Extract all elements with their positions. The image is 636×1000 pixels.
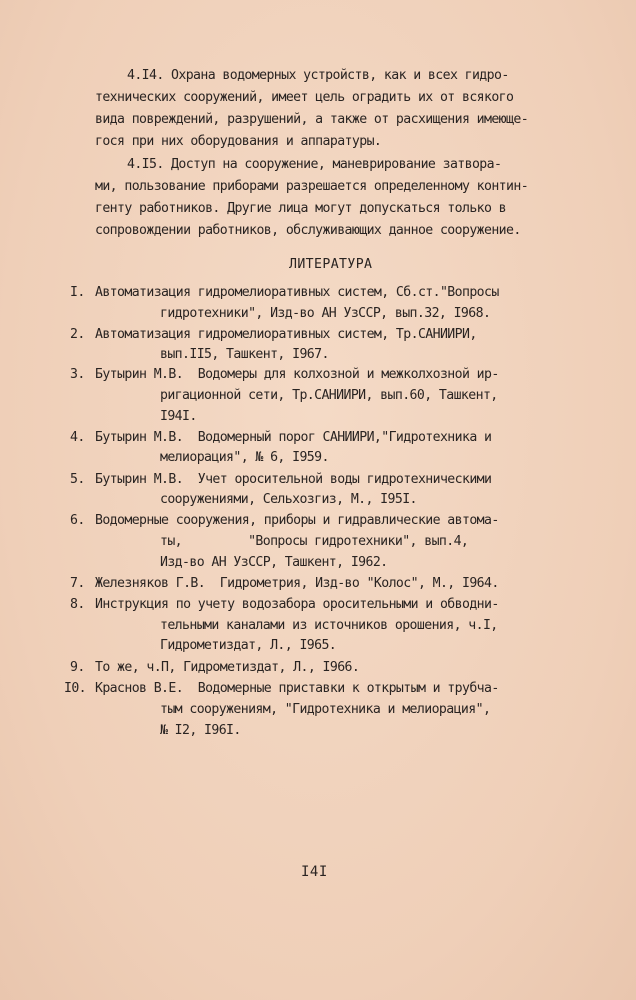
- text-line: сопровождении работников, обслуживающих данное сооружение.: [95, 223, 521, 238]
- reference-text: тельными каналами из источников орошения, ч.I,: [160, 618, 498, 633]
- reference-number: I.: [70, 285, 85, 300]
- reference-number: 4.: [70, 430, 85, 445]
- reference-number: I0.: [64, 681, 87, 696]
- reference-number: 3.: [70, 367, 85, 382]
- reference-number: 6.: [70, 513, 85, 528]
- reference-text: Гидрометиздат, Л., I965.: [160, 638, 337, 653]
- reference-text: № I2, I96I.: [160, 723, 241, 738]
- reference-number: 9.: [70, 660, 85, 675]
- reference-text: Инструкция по учету водозабора оросительными и обводни-: [95, 597, 499, 612]
- reference-number: 7.: [70, 576, 85, 591]
- text-line: ми, пользование приборами разрешается определенному контин-: [95, 179, 529, 194]
- text-line: 4.I5. Доступ на сооружение, маневрирование затвора-: [127, 157, 502, 172]
- reference-text: ты, "Вопросы гидротехники", вып.4,: [160, 534, 469, 549]
- page-number: I4I: [301, 864, 328, 880]
- reference-text: Изд-во АН УзССР, Ташкент, I962.: [160, 555, 388, 570]
- reference-text: Краснов В.Е. Водомерные приставки к открытым и трубча-: [95, 681, 499, 696]
- reference-text: I94I.: [160, 409, 197, 424]
- reference-number: 8.: [70, 597, 85, 612]
- reference-number: 2.: [70, 327, 85, 342]
- reference-text: Бутырин М.В. Водомерный порог САНИИРИ,"Гидротехника и: [95, 430, 492, 445]
- reference-text: Автоматизация гидромелиоративных систем, Тр.САНИИРИ,: [95, 327, 477, 342]
- text-line: гося при них оборудования и аппаратуры.: [95, 134, 382, 149]
- reference-text: сооружениями, Сельхозгиз, М., I95I.: [160, 492, 417, 507]
- reference-text: Водомерные сооружения, приборы и гидравлические автома-: [95, 513, 499, 528]
- reference-text: мелиорация", № 6, I959.: [160, 450, 329, 465]
- literature-heading: ЛИТЕРАТУРА: [289, 257, 373, 272]
- reference-number: 5.: [70, 472, 85, 487]
- reference-text: Бутырин М.В. Водомеры для колхозной и межколхозной ир-: [95, 367, 499, 382]
- reference-text: вып.II5, Ташкент, I967.: [160, 347, 329, 362]
- reference-text: ригационной сети, Тр.САНИИРИ, вып.60, Ташкент,: [160, 388, 498, 403]
- text-line: генту работников. Другие лица могут допускаться только в: [95, 201, 507, 216]
- text-line: 4.I4. Охрана водомерных устройств, как и всех гидро-: [127, 68, 509, 83]
- reference-text: Железняков Г.В. Гидрометрия, Изд-во "Колос", М., I964.: [95, 576, 499, 591]
- text-line: вида повреждений, разрушений, а также от расхищения имеюще-: [95, 112, 529, 127]
- text-line: технических сооружений, имеет цель оградить их от всякого: [95, 90, 514, 105]
- reference-text: гидротехники", Изд-во АН УзССР, вып.32, I968.: [160, 306, 491, 321]
- reference-text: Бутырин М.В. Учет оросительной воды гидротехническими: [95, 472, 492, 487]
- reference-text: То же, ч.П, Гидрометиздат, Л., I966.: [95, 660, 360, 675]
- reference-text: Автоматизация гидромелиоративных систем, Сб.ст."Вопросы: [95, 285, 499, 300]
- reference-text: тым сооружениям, "Гидротехника и мелиорация",: [160, 702, 491, 717]
